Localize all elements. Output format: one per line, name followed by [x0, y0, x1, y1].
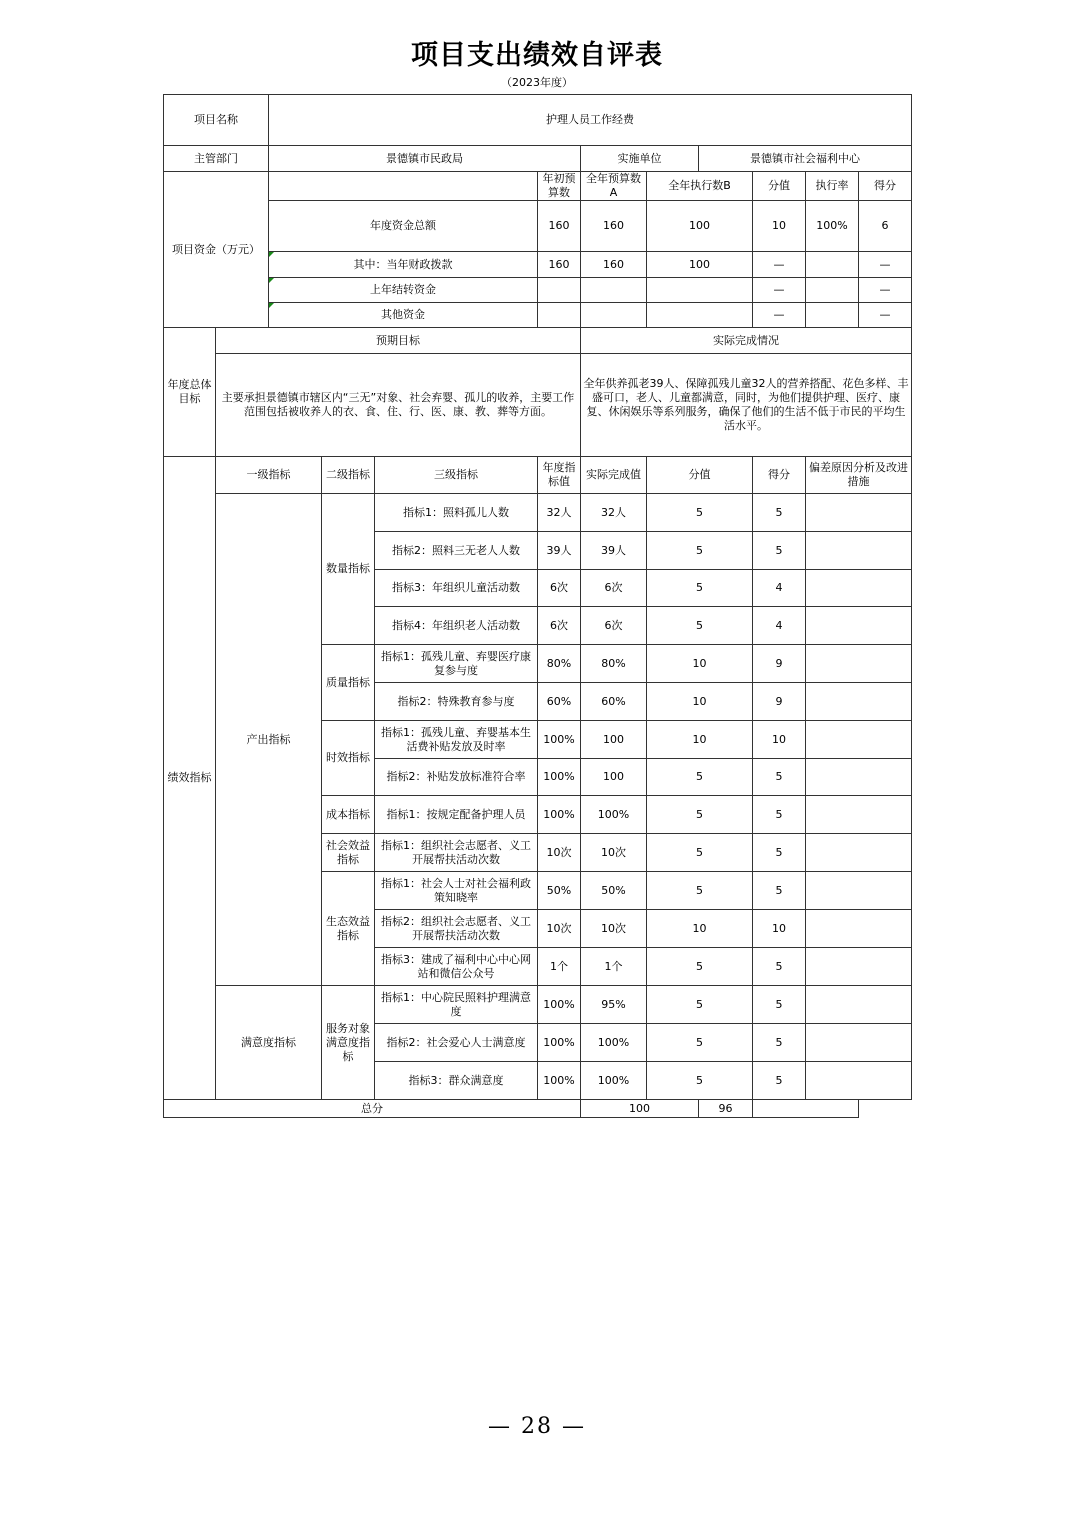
indicator-score: 5: [647, 834, 753, 872]
level3-indicator: 指标2：照料三无老人人数: [375, 532, 538, 570]
indicator-target: 1个: [538, 948, 581, 986]
funds-cell: [538, 278, 581, 303]
indicator-got: 10: [753, 910, 806, 948]
actual-goal-label: 实际完成情况: [581, 328, 912, 354]
project-name: 护理人员工作经费: [269, 95, 912, 146]
funds-cell: —: [753, 278, 806, 303]
funds-cell: [538, 303, 581, 328]
indicators-label: 绩效指标: [164, 457, 216, 1100]
ind-header: 三级指标: [375, 457, 538, 494]
dept-label: 主管部门: [164, 146, 269, 172]
indicator-score: 5: [647, 986, 753, 1024]
indicator-actual: 100: [581, 721, 647, 759]
funds-cell: [806, 303, 859, 328]
total-score: 100: [581, 1100, 699, 1118]
level3-indicator: 指标1：按规定配备护理人员: [375, 796, 538, 834]
indicator-got: 4: [753, 570, 806, 607]
indicator-actual: 100%: [581, 1024, 647, 1062]
indicator-actual: 6次: [581, 607, 647, 645]
total-label: 总分: [164, 1100, 581, 1118]
indicator-got: 5: [753, 834, 806, 872]
level2-indicator: 服务对象满意度指标: [322, 986, 375, 1100]
funds-cell: [581, 278, 647, 303]
indicator-note: [806, 834, 912, 872]
level3-indicator: 指标2：特殊教育参与度: [375, 683, 538, 721]
funds-row-label: 其他资金: [269, 303, 538, 328]
unit-label: 实施单位: [581, 146, 699, 172]
indicator-actual: 32人: [581, 494, 647, 532]
expected-goal-text: 主要承担景德镇市辖区内“三无”对象、社会弃婴、孤儿的收养，主要工作范围包括被收养人的衣、食、住、行、医、康、教、葬等方面。: [216, 354, 581, 457]
performance-detail-table: [163, 94, 912, 1118]
indicator-actual: 100%: [581, 796, 647, 834]
level3-indicator: 指标2：补贴发放标准符合率: [375, 759, 538, 796]
indicator-actual: 39人: [581, 532, 647, 570]
level3-indicator: 指标1：照料孤儿人数: [375, 494, 538, 532]
level3-indicator: 指标1：组织社会志愿者、义工开展帮扶活动次数: [375, 834, 538, 872]
funds-cell: 160: [581, 201, 647, 252]
funds-row-label: 其中：当年财政拨款: [269, 252, 538, 278]
indicator-actual: 1个: [581, 948, 647, 986]
indicator-actual: 50%: [581, 872, 647, 910]
level2-indicator: 数量指标: [322, 494, 375, 645]
funds-cell: [647, 278, 753, 303]
indicator-note: [806, 570, 912, 607]
indicator-actual: 10次: [581, 910, 647, 948]
indicator-score: 5: [647, 759, 753, 796]
funds-cell: 10: [753, 201, 806, 252]
indicator-score: 10: [647, 645, 753, 683]
indicator-note: [806, 607, 912, 645]
goal-label: 年度总体目标: [164, 328, 216, 457]
funds-cell: 100: [647, 252, 753, 278]
indicator-got: 4: [753, 607, 806, 645]
level3-indicator: 指标3：年组织儿童活动数: [375, 570, 538, 607]
total-got: 96: [699, 1100, 753, 1118]
level3-indicator: 指标2：社会爱心人士满意度: [375, 1024, 538, 1062]
funds-cell: [806, 252, 859, 278]
actual-goal-text: 全年供养孤老39人、保障孤残儿童32人的营养搭配、花色多样、丰盛可口，老人、儿童都满意，同时，为他们提供护理、医疗、康复、休闲娱乐等系列服务，确保了他们的生活不低于市民的平均生活水平。: [581, 354, 912, 457]
indicator-target: 50%: [538, 872, 581, 910]
indicator-got: 9: [753, 645, 806, 683]
funds-cell: [647, 303, 753, 328]
ind-header: 年度指标值: [538, 457, 581, 494]
indicator-note: [806, 1062, 912, 1100]
funds-cell: [581, 303, 647, 328]
indicator-actual: 10次: [581, 834, 647, 872]
indicator-note: [806, 683, 912, 721]
indicator-score: 5: [647, 532, 753, 570]
indicator-note: [806, 872, 912, 910]
indicator-target: 80%: [538, 645, 581, 683]
funds-header: 年初预算数: [538, 172, 581, 201]
indicator-got: 9: [753, 683, 806, 721]
indicator-note: [806, 948, 912, 986]
indicator-note: [806, 759, 912, 796]
indicator-target: 10次: [538, 834, 581, 872]
page-title: 项目支出绩效自评表: [411, 40, 663, 71]
indicator-target: 10次: [538, 910, 581, 948]
funds-cell: 100: [647, 201, 753, 252]
indicator-got: 5: [753, 796, 806, 834]
indicator-target: 100%: [538, 796, 581, 834]
indicator-got: 5: [753, 948, 806, 986]
indicator-target: 100%: [538, 1024, 581, 1062]
funds-cell: 160: [538, 252, 581, 278]
level3-indicator: 指标4：年组织老人活动数: [375, 607, 538, 645]
funds-header: 全年预算数A: [581, 172, 647, 201]
indicator-score: 5: [647, 796, 753, 834]
indicator-score: 10: [647, 683, 753, 721]
indicator-got: 5: [753, 494, 806, 532]
indicator-note: [806, 494, 912, 532]
expected-goal-label: 预期目标: [216, 328, 581, 354]
indicator-target: 100%: [538, 721, 581, 759]
level3-indicator: 指标3：群众满意度: [375, 1062, 538, 1100]
level3-indicator: 指标1：社会人士对社会福利政策知晓率: [375, 872, 538, 910]
project-name-label: 项目名称: [164, 95, 269, 146]
indicator-actual: 60%: [581, 683, 647, 721]
funds-cell: 6: [859, 201, 912, 252]
funds-header: 执行率: [806, 172, 859, 201]
funds-cell: —: [859, 303, 912, 328]
indicator-note: [806, 645, 912, 683]
indicator-target: 100%: [538, 1062, 581, 1100]
dept-value: 景德镇市民政局: [269, 146, 581, 172]
level2-indicator: 成本指标: [322, 796, 375, 834]
funds-cell: —: [753, 252, 806, 278]
indicator-note: [806, 721, 912, 759]
funds-cell: —: [859, 278, 912, 303]
level2-indicator: 生态效益指标: [322, 872, 375, 986]
indicator-target: 6次: [538, 570, 581, 607]
funds-header: 得分: [859, 172, 912, 201]
level3-indicator: 指标1：孤残儿童、弃婴基本生活费补贴发放及时率: [375, 721, 538, 759]
indicator-actual: 80%: [581, 645, 647, 683]
ind-header: 分值: [647, 457, 753, 494]
level3-indicator: 指标1：中心院民照料护理满意度: [375, 986, 538, 1024]
indicator-got: 5: [753, 872, 806, 910]
indicator-note: [806, 1024, 912, 1062]
funds-cell: [806, 278, 859, 303]
funds-cell: 160: [538, 201, 581, 252]
funds-label: 项目资金（万元）: [164, 172, 269, 328]
funds-cell: 100%: [806, 201, 859, 252]
report-year: （2023年度）: [501, 76, 573, 89]
funds-cell: 160: [581, 252, 647, 278]
indicator-actual: 100%: [581, 1062, 647, 1100]
indicator-got: 5: [753, 532, 806, 570]
indicator-target: 60%: [538, 683, 581, 721]
ind-header: 偏差原因分析及改进措施: [806, 457, 912, 494]
ind-header: 二级指标: [322, 457, 375, 494]
indicator-got: 5: [753, 759, 806, 796]
indicator-score: 10: [647, 910, 753, 948]
indicator-note: [806, 532, 912, 570]
total-note: [753, 1100, 859, 1118]
indicator-got: 5: [753, 986, 806, 1024]
funds-row-label: 年度资金总额: [269, 201, 538, 252]
indicator-score: 5: [647, 494, 753, 532]
level2-indicator: 社会效益指标: [322, 834, 375, 872]
indicator-score: 10: [647, 721, 753, 759]
indicator-note: [806, 986, 912, 1024]
funds-cell: —: [859, 252, 912, 278]
indicator-actual: 95%: [581, 986, 647, 1024]
indicator-target: 39人: [538, 532, 581, 570]
ind-header: 一级指标: [216, 457, 322, 494]
indicator-note: [806, 796, 912, 834]
indicator-got: 5: [753, 1024, 806, 1062]
funds-cell: —: [753, 303, 806, 328]
ind-header: 实际完成值: [581, 457, 647, 494]
funds-header: 全年执行数B: [647, 172, 753, 201]
level1-indicator: 满意度指标: [216, 986, 322, 1100]
funds-header-blank: [269, 172, 538, 201]
level3-indicator: 指标1：孤残儿童、弃婴医疗康复参与度: [375, 645, 538, 683]
indicator-target: 100%: [538, 986, 581, 1024]
indicator-score: 5: [647, 872, 753, 910]
indicator-score: 5: [647, 1062, 753, 1100]
indicator-score: 5: [647, 948, 753, 986]
indicator-target: 32人: [538, 494, 581, 532]
level2-indicator: 时效指标: [322, 721, 375, 796]
indicator-note: [806, 910, 912, 948]
level3-indicator: 指标3：建成了福利中心中心网站和微信公众号: [375, 948, 538, 986]
indicator-got: 5: [753, 1062, 806, 1100]
indicator-got: 10: [753, 721, 806, 759]
indicator-target: 100%: [538, 759, 581, 796]
ind-header: 得分: [753, 457, 806, 494]
funds-row-label: 上年结转资金: [269, 278, 538, 303]
indicator-target: 6次: [538, 607, 581, 645]
indicator-actual: 100: [581, 759, 647, 796]
level3-indicator: 指标2：组织社会志愿者、义工开展帮扶活动次数: [375, 910, 538, 948]
page-number: — 28 —: [488, 1414, 586, 1439]
indicator-score: 5: [647, 607, 753, 645]
indicator-score: 5: [647, 570, 753, 607]
level1-indicator: 产出指标: [216, 494, 322, 986]
funds-header: 分值: [753, 172, 806, 201]
indicator-actual: 6次: [581, 570, 647, 607]
level2-indicator: 质量指标: [322, 645, 375, 721]
unit-value: 景德镇市社会福利中心: [699, 146, 912, 172]
indicator-score: 5: [647, 1024, 753, 1062]
